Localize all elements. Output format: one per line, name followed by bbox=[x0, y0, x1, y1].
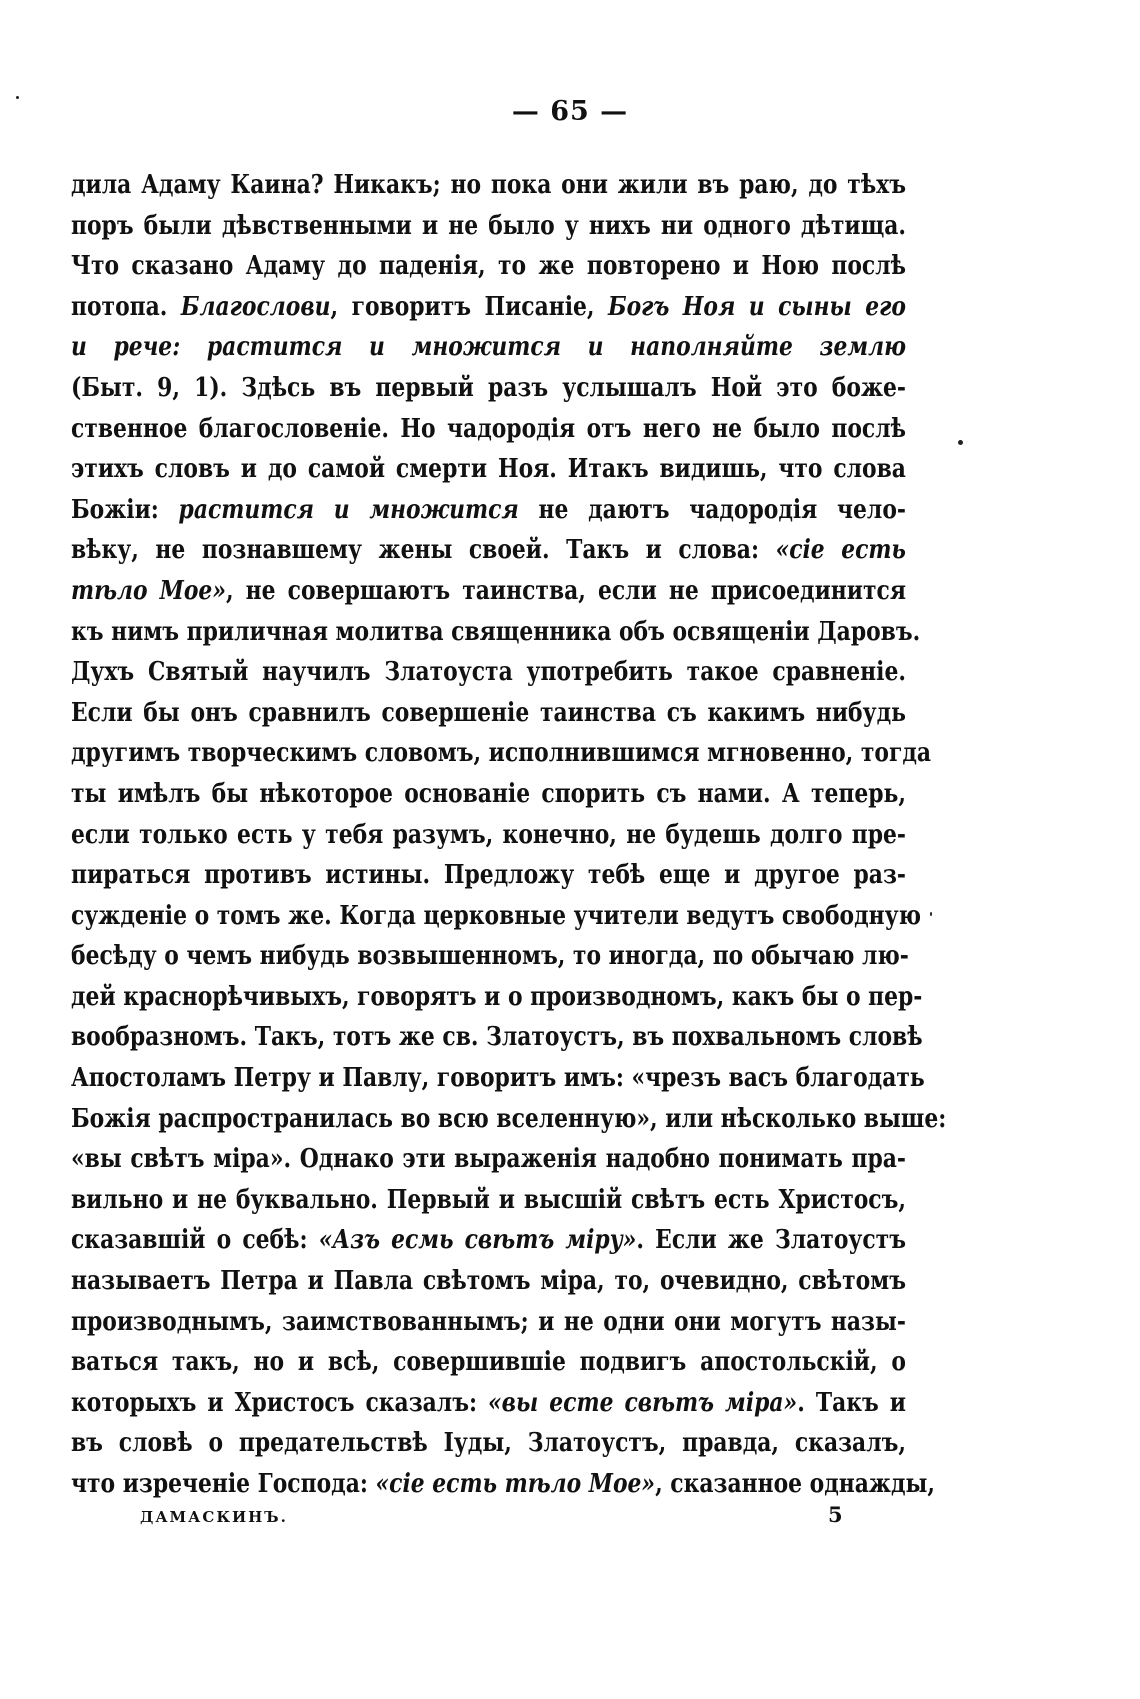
text-line bbox=[71, 165, 906, 206]
italic-text-run: «сіе есть bbox=[775, 535, 906, 566]
text-line bbox=[71, 774, 906, 815]
italic-text-run: «сіе есть тѣло Мое» bbox=[375, 1469, 656, 1499]
italic-text-run: растится и множится bbox=[178, 494, 519, 525]
italic-text-run: Богъ Ноя и сыны его bbox=[607, 291, 906, 322]
text-line bbox=[71, 612, 921, 653]
footer-signature: ДАМАСКИНЪ. bbox=[140, 1508, 288, 1526]
text-run: что изреченіе Господа: bbox=[71, 1469, 376, 1499]
text-run: вообразномъ. Такъ, тотъ же св. Златоустъ, въ похвальномъ словѣ bbox=[71, 1022, 923, 1053]
text-run: которыхъ и Христосъ сказалъ: bbox=[71, 1387, 489, 1418]
italic-text-run: Благослови bbox=[180, 291, 331, 322]
text-line bbox=[71, 652, 906, 693]
text-run: Божіи: bbox=[71, 494, 179, 525]
text-run: потопа. bbox=[71, 291, 181, 322]
text-line bbox=[71, 733, 932, 774]
text-run: вѣку, не познавшему жены своей. Такъ и слова: bbox=[71, 535, 776, 566]
text-line bbox=[71, 327, 906, 368]
text-line bbox=[71, 571, 906, 612]
text-line bbox=[71, 855, 906, 896]
text-run: другимъ творческимъ словомъ, исполнившимся мгновенно, тогда bbox=[71, 738, 932, 769]
text-run: бесѣду о чемъ нибудь возвышенномъ, то иногда, по обычаю лю- bbox=[71, 941, 909, 972]
text-run: въ словѣ о предательствѣ Іуды, Златоустъ, правда, сказалъ, bbox=[71, 1428, 906, 1459]
text-run: ваться такъ, но и всѣ, совершившіе подвигъ апостольскій, о bbox=[71, 1347, 906, 1378]
text-run: . Если же Златоустъ bbox=[636, 1225, 906, 1256]
text-line bbox=[71, 1342, 906, 1383]
text-run: ственное благословеніе. Но чадородія отъ него не было послѣ bbox=[71, 413, 906, 444]
text-line bbox=[71, 1220, 906, 1261]
text-line bbox=[71, 693, 906, 734]
text-line bbox=[71, 1017, 923, 1058]
text-run: не даютъ чадородія чело- bbox=[518, 494, 906, 525]
text-line bbox=[71, 1302, 906, 1343]
text-line bbox=[71, 449, 906, 490]
text-run: Если бы онъ сравнилъ совершеніе таинства съ какимъ нибудь bbox=[71, 697, 906, 728]
text-line bbox=[71, 409, 906, 450]
text-run: сужденіе о томъ же. Когда церковные учители ведутъ свободную bbox=[71, 900, 922, 931]
text-line bbox=[71, 1261, 906, 1302]
body-text bbox=[71, 165, 947, 1505]
text-run: , сказанное однажды, bbox=[655, 1469, 936, 1499]
text-run: къ нимъ приличная молитва священника объ освященіи Даровъ. bbox=[71, 616, 921, 647]
text-line bbox=[71, 206, 906, 247]
text-run: производнымъ, заимствованнымъ; и не одни они могутъ назы- bbox=[71, 1306, 906, 1337]
print-speck bbox=[930, 912, 932, 916]
text-run: пираться противъ истины. Предложу тебѣ еще и другое раз- bbox=[71, 860, 906, 891]
text-run: (Быт. 9, 1). Здѣсь въ первый разъ услышалъ Ной это боже- bbox=[71, 372, 906, 403]
text-line bbox=[71, 246, 906, 287]
text-run: Духъ Святый научилъ Златоуста употребить такое сравненіе. bbox=[71, 657, 906, 688]
text-line bbox=[71, 936, 909, 977]
text-run: дей краснорѣчивыхъ, говорятъ и о производномъ, какъ бы о пер- bbox=[71, 981, 923, 1012]
text-run: Божія распространилась во всю вселенную», или нѣсколько выше: bbox=[71, 1103, 947, 1134]
text-line bbox=[71, 1464, 936, 1505]
print-speck bbox=[958, 440, 963, 445]
text-line bbox=[71, 1423, 906, 1464]
text-line bbox=[71, 490, 906, 531]
text-line bbox=[71, 530, 906, 571]
text-line bbox=[71, 1139, 906, 1180]
italic-text-run: «вы есте свѣтъ міра» bbox=[488, 1387, 798, 1418]
footer-sheet-number: 5 bbox=[828, 1502, 843, 1527]
text-run: Что сказано Адаму до паденія, то же повторено и Ною послѣ bbox=[71, 251, 906, 282]
text-run: этихъ словъ и до самой смерти Ноя. Итакъ видишь, что слова bbox=[71, 454, 906, 485]
text-line bbox=[71, 1099, 947, 1140]
text-run: поръ были дѣвственными и не было у нихъ ни одного дѣтища. bbox=[71, 210, 906, 241]
text-line bbox=[71, 1383, 906, 1424]
text-line bbox=[71, 1058, 925, 1099]
text-run: дила Адаму Каина? Никакъ; но пока они жили въ раю, до тѣхъ bbox=[71, 170, 906, 200]
text-run: если только есть у тебя разумъ, конечно, не будешь долго пре- bbox=[71, 819, 906, 850]
print-speck bbox=[16, 96, 19, 99]
text-line bbox=[71, 815, 906, 856]
text-run: «вы свѣтъ міра». Однако эти выраженія надобно понимать пра- bbox=[71, 1144, 906, 1175]
text-run: называетъ Петра и Павла свѣтомъ міра, то, очевидно, свѣтомъ bbox=[71, 1266, 906, 1297]
text-line bbox=[71, 896, 922, 937]
text-run: . Такъ и bbox=[797, 1387, 906, 1418]
text-run: ты имѣлъ бы нѣкоторое основаніе спорить съ нами. А теперь, bbox=[71, 778, 906, 809]
text-run: , не совершаютъ таинства, если не присоединится bbox=[225, 575, 906, 606]
text-line bbox=[71, 977, 923, 1018]
text-run: , говоритъ Писаніе, bbox=[330, 291, 608, 322]
text-run: вильно и не буквально. Первый и высшій свѣтъ есть Христосъ, bbox=[71, 1184, 906, 1215]
text-run: сказавшій о себѣ: bbox=[71, 1225, 319, 1256]
text-line bbox=[71, 287, 906, 328]
italic-text-run: тѣло Мое» bbox=[71, 575, 226, 606]
text-line bbox=[71, 368, 906, 409]
text-line bbox=[71, 1180, 906, 1221]
italic-text-run: «Азъ есмь свѣтъ міру» bbox=[318, 1225, 637, 1256]
text-run: Апостоламъ Петру и Павлу, говоритъ имъ: «чрезъ васъ благодать bbox=[71, 1063, 925, 1094]
page-number: — 65 — bbox=[511, 96, 629, 127]
italic-text-run: и рече: растится и множится и наполняйте землю bbox=[71, 332, 906, 363]
